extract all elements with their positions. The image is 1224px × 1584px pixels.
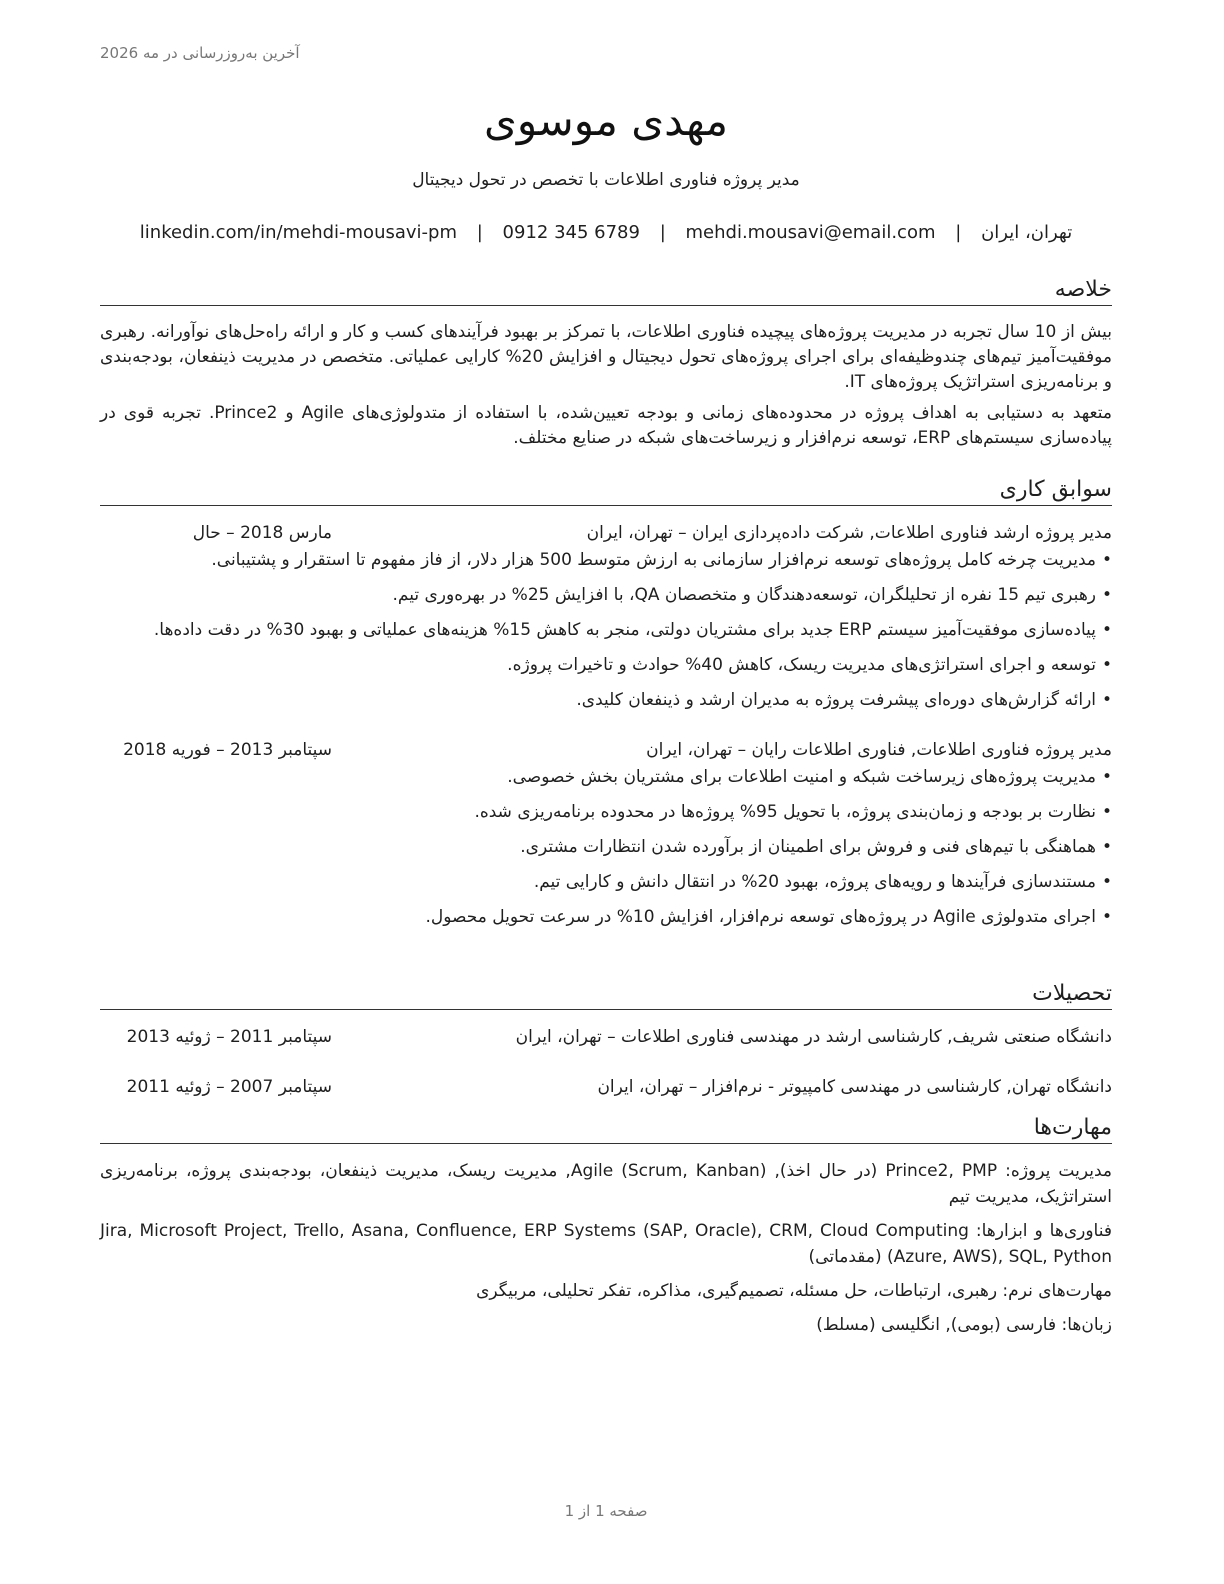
job-bullets [100, 765, 1112, 930]
education-entry [100, 1024, 1112, 1050]
education-org: دانشگاه تهران, کارشناسی در مهندسی کامپیوتر - نرم‌افزار – تهران، ایران [597, 1077, 1112, 1097]
candidate-tagline: مدیر پروژه فناوری اطلاعات با تخصص در تحول دیجیتال [412, 170, 800, 190]
skill-line: مدیریت پروژه: Prince2, PMP (در حال اخذ), Agile (Scrum, Kanban), مدیریت ریسک، مدیریت ذینفعان، بودجه‌بندی پروژه، برنامه‌ریزی استراتژیک، مدیریت تیم [100, 1161, 1112, 1207]
skill-line: زبان‌ها: فارسی (بومی), انگلیسی (مسلط) [816, 1315, 1112, 1335]
candidate-name: مهدی موسوی [483, 96, 729, 145]
job-bullet: • هماهنگی با تیم‌های فنی و فروش برای اطمینان از برآورده شدن انتظارات مشتری. [100, 835, 1112, 860]
education-entry [100, 1074, 1112, 1100]
experience-title: سوابق کاری [100, 476, 1112, 506]
skill-line: فناوری‌ها و ابزارها: Jira, Microsoft Project, Trello, Asana, Confluence, ERP Systems (SAP, Oracle), CRM, Cloud Computing (Azure, AWS), SQL, Python (مقدماتی) [100, 1221, 1112, 1267]
contact-line [100, 222, 1112, 243]
education-org: دانشگاه صنعتی شریف, کارشناسی ارشد در مهندسی فناوری اطلاعات – تهران، ایران [515, 1027, 1112, 1047]
job-bullet: • اجرای متدولوژی Agile در پروژه‌های توسعه نرم‌افزار، افزایش 10% در سرعت تحویل محصول. [100, 905, 1112, 930]
education-date: سپتامبر 2011 – ژوئیه 2013 [126, 1027, 332, 1047]
skills-title: مهارت‌ها [100, 1114, 1112, 1144]
summary-paragraph: متعهد به دستیابی به اهداف پروژه در محدوده‌های زمانی و بودجه تعیین‌شده، با استفاده از متدولوژی‌های Agile و Prince2. تجربه قوی در پیاده‌سازی سیستم‌های ERP، توسعه نرم‌افزار و زیرساخت‌های شبکه در صنایع مختلف. [100, 403, 1112, 448]
education-title: تحصیلات [100, 980, 1112, 1010]
skill-line: مهارت‌های نرم: رهبری، ارتباطات، حل مسئله، تصمیم‌گیری، مذاکره، تفکر تحلیلی، مربیگری [476, 1281, 1112, 1301]
contact-email[interactable]: mehdi.mousavi@email.com [685, 222, 936, 243]
job-bullet: • نظارت بر بودجه و زمان‌بندی پروژه، با تحویل 95% پروژه‌ها در محدوده برنامه‌ریزی شده. [100, 800, 1112, 825]
page-number: صفحه 1 از 1 [564, 1502, 648, 1520]
job-bullet: • مدیریت چرخه کامل پروژه‌های توسعه نرم‌افزار سازمانی به ارزش متوسط 500 هزار دلار، از فاز مفهوم تا استقرار و پشتیبانی. [100, 548, 1112, 573]
last-updated: آخرین به‌روزرسانی در مه 2026 [100, 44, 300, 62]
job-title-org: مدیر پروژه ارشد فناوری اطلاعات, شرکت داده‌پردازی ایران – تهران، ایران [586, 523, 1112, 543]
summary-section [100, 276, 1112, 457]
job-entry [100, 737, 1112, 930]
contact-linkedin[interactable]: linkedin.com/in/mehdi-mousavi-pm [139, 222, 457, 243]
education-section [100, 980, 1112, 1124]
contact-separator: | [476, 222, 483, 243]
contact-location: تهران، ایران [981, 222, 1073, 243]
contact-separator: | [955, 222, 962, 243]
job-header [100, 737, 1112, 763]
summary-title: خلاصه [100, 276, 1112, 306]
job-title-org: مدیر پروژه فناوری اطلاعات, فناوری اطلاعات رایان – تهران، ایران [646, 740, 1112, 760]
job-date: مارس 2018 – حال [192, 523, 332, 543]
job-bullet: • مستندسازی فرآیندها و رویه‌های پروژه، بهبود 20% در انتقال دانش و کارایی تیم. [100, 870, 1112, 895]
job-bullet: • توسعه و اجرای استراتژی‌های مدیریت ریسک، کاهش 40% حوادث و تاخیرات پروژه. [100, 653, 1112, 678]
resume-page [100, 0, 1112, 1584]
education-date: سپتامبر 2007 – ژوئیه 2011 [126, 1077, 332, 1097]
job-header [100, 520, 1112, 546]
job-bullet: • رهبری تیم 15 نفره از تحلیلگران، توسعه‌دهندگان و متخصصان QA، با افزایش 25% در بهره‌وری تیم. [100, 583, 1112, 608]
job-bullet: • مدیریت پروژه‌های زیرساخت شبکه و امنیت اطلاعات برای مشتریان بخش خصوصی. [100, 765, 1112, 790]
job-bullets [100, 548, 1112, 713]
job-date: سپتامبر 2013 – فوریه 2018 [123, 740, 332, 760]
contact-separator: | [659, 222, 666, 243]
job-bullet: • ارائه گزارش‌های دوره‌ای پیشرفت پروژه به مدیران ارشد و ذینفعان کلیدی. [100, 688, 1112, 713]
job-bullet: • پیاده‌سازی موفقیت‌آمیز سیستم ERP جدید برای مشتریان دولتی، منجر به کاهش 15% هزینه‌های عملیاتی و بهبود 30% در دقت داده‌ها. [100, 618, 1112, 643]
job-entry [100, 520, 1112, 713]
skills-section [100, 1114, 1112, 1346]
summary-paragraph: بیش از 10 سال تجربه در مدیریت پروژه‌های پیچیده فناوری اطلاعات، با تمرکز بر بهبود فرآیندهای کسب و کار و ارائه راه‌حل‌های نوآورانه. رهبری موفقیت‌آمیز تیم‌های چندوظیفه‌ای برای اجرای پروژه‌های تحول دیجیتال و افزایش 20% کارایی عملیاتی. متخصص در مدیریت ذینفعان، بودجه‌بندی و برنامه‌ریزی استراتژیک پروژه‌های IT. [100, 322, 1113, 392]
experience-section [100, 476, 1112, 940]
contact-phone[interactable]: 0912 345 6789 [502, 222, 640, 243]
